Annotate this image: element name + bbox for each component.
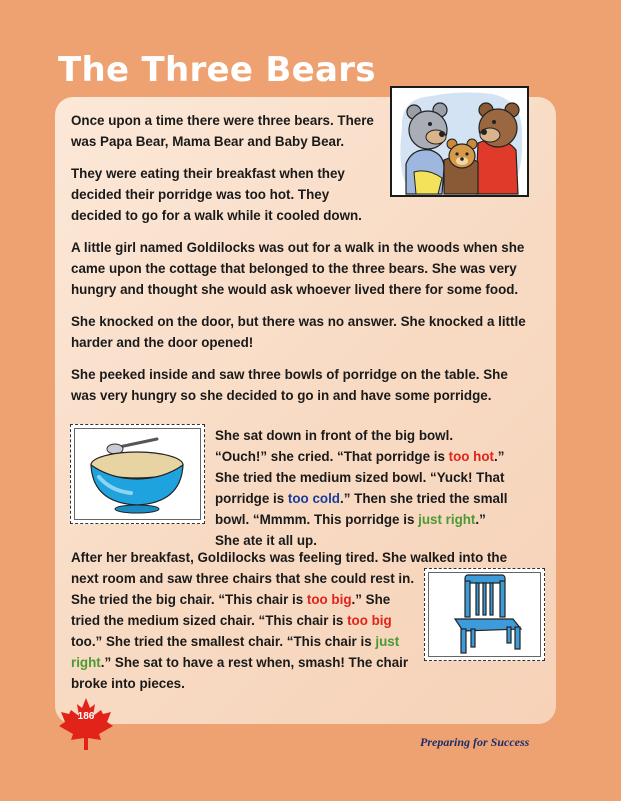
chair-illustration [424, 568, 545, 661]
too-cold-text: too cold [287, 491, 340, 506]
chair-paragraph: After her breakfast, Goldilocks was feeling tired. She walked into the next room and saw three chairs that she could rest in. She tried the big chair. “This chair is too big.” She tried the medium sized chair. “This chair is too big too.” She tried the smallest chair. “This chair is just right.” She sat to have a rest when, smash! The chair broke into pieces. [71, 550, 508, 691]
paragraph-3: A little girl named Goldilocks was out for a walk in the woods when she came upon the cottage that belonged to the three bears. She was very hungry and thought she would ask whoever lived there for some food. [71, 240, 525, 297]
page-title: The Three Bears [58, 50, 376, 90]
too-hot-text: too hot [448, 449, 494, 464]
paragraph-5: She peeked inside and saw three bowls of porridge on the table. She was very hungry so she decided to go in and have some porridge. [71, 367, 508, 403]
too-big-text-2: too big [347, 613, 392, 628]
bowl-paragraph: She sat down in front of the big bowl. “Ouch!” she cried. “That porridge is too hot.” She tried the medium sized bowl. “Yuck! That porridge is too cold.” Then she tried the small bowl. “Mmmm. This porridge is just right.” She ate it all up. [215, 428, 508, 548]
page-number: 186 [77, 711, 95, 722]
footer-text: Preparing for Success [420, 735, 530, 749]
just-text: just [375, 634, 400, 649]
just-right-text: just right [418, 512, 476, 527]
right-text: right [71, 655, 101, 670]
three-bears-illustration [390, 86, 529, 197]
maple-leaf-icon [55, 696, 117, 752]
porridge-bowl-illustration [70, 424, 205, 524]
paragraph-1: Once upon a time there were three bears. There was Papa Bear, Mama Bear and Baby Bear. [71, 113, 374, 149]
too-big-text-1: too big [306, 592, 352, 607]
paragraph-2: They were eating their breakfast when they decided their porridge was too hot. They decided to go for a walk while it cooled down. [71, 166, 362, 223]
paragraph-4: She knocked on the door, but there was no answer. She knocked a little harder and the door opened! [71, 314, 526, 350]
